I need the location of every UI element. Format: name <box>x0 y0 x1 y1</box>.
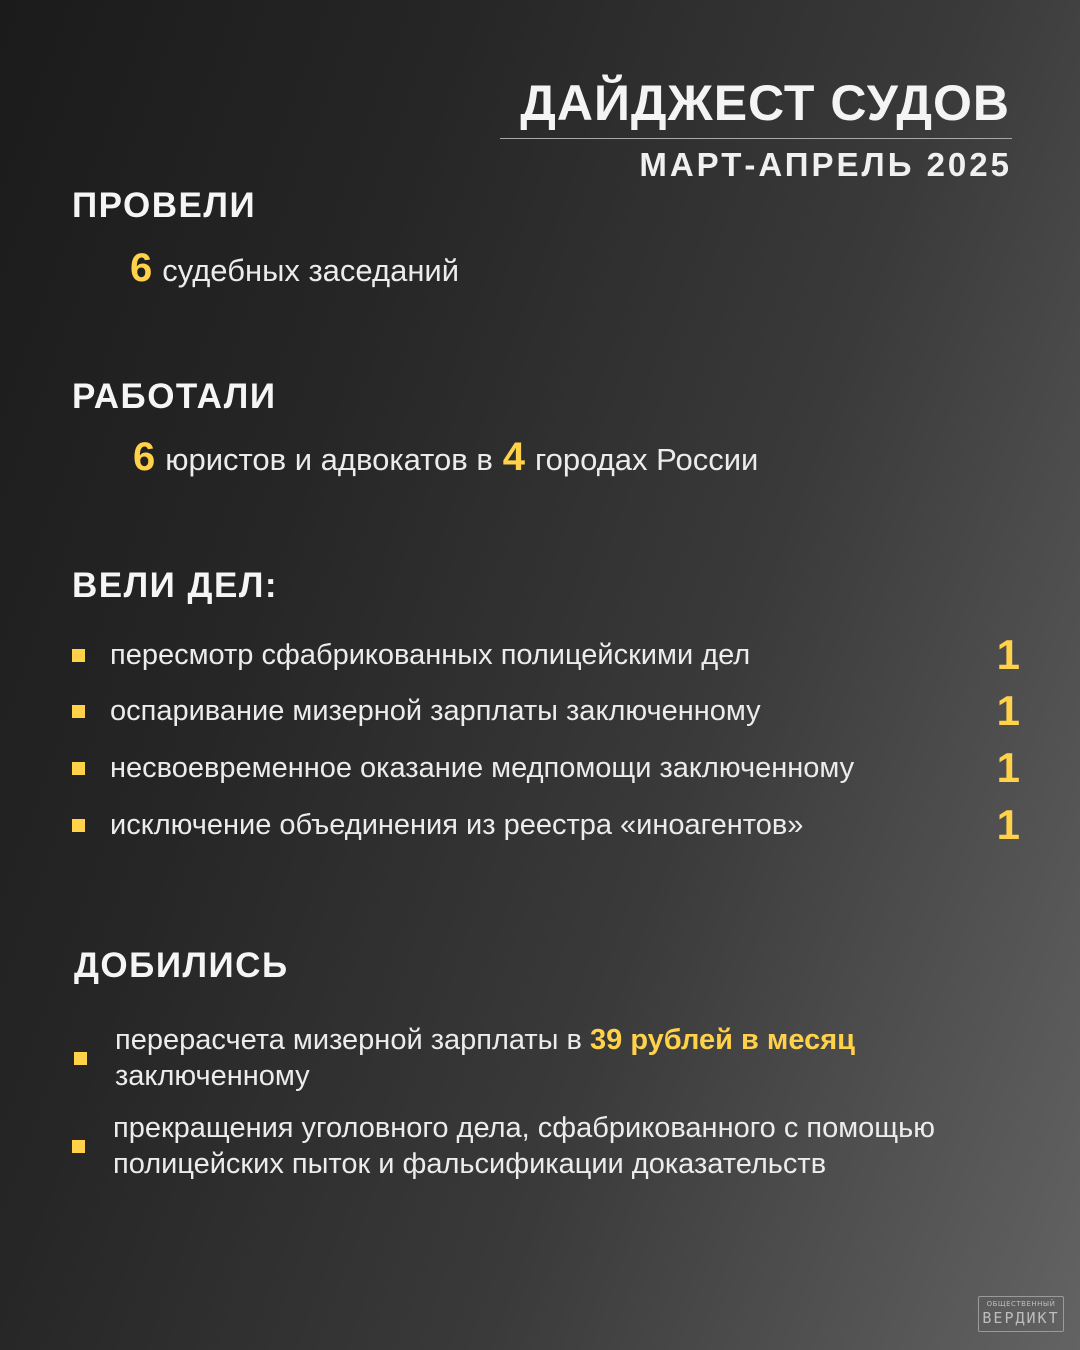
case-label: пересмотр сфабрикованных полицейскими дел <box>110 638 751 671</box>
case-item <box>72 686 1020 736</box>
case-count: 1 <box>996 744 1020 791</box>
section-heading-achieved: ДОБИЛИСЬ <box>74 946 289 985</box>
case-count: 1 <box>996 801 1020 848</box>
case-item <box>72 630 1020 680</box>
cities-count: 4 <box>502 435 526 479</box>
held-stat <box>130 246 459 291</box>
logo-top-text: ОБЩЕСТВЕННЫЙ <box>986 1300 1056 1308</box>
achievement-text-part: перерасчета мизерной зарплаты в <box>115 1024 582 1056</box>
achievement-item <box>74 1022 1014 1094</box>
bullet-square-icon <box>72 819 85 832</box>
worked-stat <box>133 435 758 480</box>
case-item <box>72 743 1020 793</box>
cities-label: городах России <box>535 442 759 477</box>
case-count: 1 <box>996 631 1020 678</box>
bullet-square-icon <box>72 1140 85 1153</box>
hearings-label: судебных заседаний <box>162 253 460 288</box>
page-subtitle: МАРТ-АПРЕЛЬ 2025 <box>639 146 1012 183</box>
verdict-logo <box>978 1296 1064 1332</box>
bullet-square-icon <box>72 649 85 662</box>
section-heading-cases: ВЕЛИ ДЕЛ: <box>72 566 279 605</box>
bullet-square-icon <box>72 762 85 775</box>
achievement-text <box>115 1022 855 1094</box>
case-label: оспаривание мизерной зарплаты заключенному <box>110 694 761 727</box>
case-label: несвоевременное оказание медпомощи заключенному <box>110 751 855 784</box>
bullet-square-icon <box>72 705 85 718</box>
section-heading-worked: РАБОТАЛИ <box>72 377 277 416</box>
logo-bottom-text: ВЕРДИКТ <box>982 1309 1060 1327</box>
page-title: ДАЙДЖЕСТ СУДОВ <box>520 75 1010 131</box>
hearings-count: 6 <box>130 246 153 290</box>
case-item <box>72 800 1020 850</box>
case-label: исключение объединения из реестра «иноагентов» <box>110 808 804 841</box>
achievement-item <box>72 1110 1012 1182</box>
case-count: 1 <box>996 687 1020 734</box>
lawyers-count: 6 <box>133 435 156 479</box>
title-divider <box>500 138 1012 139</box>
salary-highlight: 39 рублей в месяц <box>590 1024 856 1056</box>
achievement-text: прекращения уголовного дела, сфабрикованного с помощью полицейских пыток и фальсификации доказательств <box>113 1112 936 1180</box>
lawyers-label: юристов и адвокатов в <box>165 442 493 477</box>
achievement-text-part: заключенному <box>115 1060 310 1092</box>
section-heading-held: ПРОВЕЛИ <box>72 186 257 225</box>
bullet-square-icon <box>74 1052 87 1065</box>
